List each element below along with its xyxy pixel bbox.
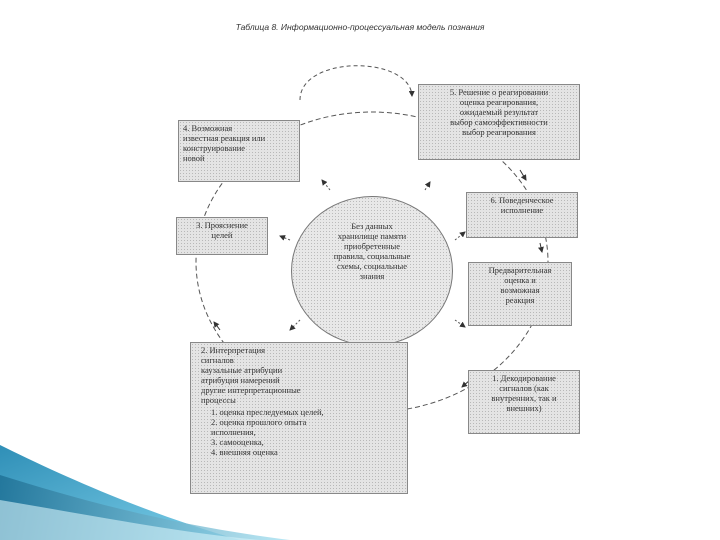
link-center-5 bbox=[280, 236, 290, 240]
preliminary-assessment-box bbox=[468, 262, 572, 326]
slide-corner-decoration bbox=[0, 445, 300, 540]
link-center-4 bbox=[455, 320, 465, 327]
box-line: 5. Решение о реагировании bbox=[449, 87, 549, 97]
box-line: процессы bbox=[201, 395, 236, 405]
list-item: 1. оценка преследуемых целей, bbox=[211, 407, 324, 417]
box-line: 6. Поведенческое bbox=[490, 195, 554, 205]
cycle-arrow-2 bbox=[540, 243, 542, 252]
box-line: возможная bbox=[500, 285, 540, 295]
box-line: целей bbox=[211, 230, 233, 240]
step-6-box bbox=[466, 192, 578, 238]
center-line: приобретенные bbox=[343, 241, 400, 251]
box-line: оценка реагирования, bbox=[459, 97, 539, 107]
box-line: внешних) bbox=[506, 403, 542, 413]
list-item: 3. самооценка, bbox=[211, 437, 264, 447]
diagram-title: Таблица 8. Информационно-процессуальная модель познания bbox=[235, 22, 485, 32]
box-line: Предварительная bbox=[488, 265, 552, 275]
box-line: сигналов bbox=[201, 355, 234, 365]
step-3-box bbox=[176, 217, 268, 255]
step-5-box bbox=[418, 84, 580, 160]
list-item: 2. оценка прошлого опыта bbox=[211, 417, 307, 427]
memory-store-node bbox=[291, 196, 453, 346]
center-line: хранилище памяти bbox=[337, 231, 407, 241]
center-line: знания bbox=[359, 271, 385, 281]
box-line: исполнение bbox=[500, 205, 544, 215]
box-line: выбор самоэффективности bbox=[450, 117, 548, 127]
link-center-6 bbox=[290, 320, 300, 330]
box-line: новой bbox=[183, 153, 205, 163]
box-line: конструирование bbox=[183, 143, 246, 153]
box-line: сигналов (как bbox=[499, 383, 549, 393]
cycle-arrow-1 bbox=[520, 170, 526, 180]
link-center-3 bbox=[455, 232, 465, 240]
list-item: исполнения, bbox=[211, 427, 256, 437]
box-line: каузальные атрибуции bbox=[201, 365, 283, 375]
center-line: Без данных bbox=[351, 221, 393, 231]
box-line: внутренних, так и bbox=[491, 393, 557, 403]
step-1-box bbox=[468, 370, 580, 434]
box-line: реакция bbox=[505, 295, 535, 305]
center-line: правила, социальные bbox=[333, 251, 411, 261]
box-line: 3. Прояснение bbox=[196, 220, 248, 230]
box-line: атрибуция намерений bbox=[201, 375, 280, 385]
box-line: 2. Интерпретация bbox=[201, 345, 266, 355]
box-line: другие интерпретационные bbox=[201, 385, 301, 395]
box-line: 4. Возможная bbox=[183, 123, 233, 133]
center-line: схемы, социальные bbox=[337, 261, 407, 271]
box-line: 1. Декодирование bbox=[492, 373, 556, 383]
link-center-1 bbox=[322, 180, 330, 190]
box-line: известная реакция или bbox=[183, 133, 266, 143]
box-line: оценка и bbox=[504, 275, 536, 285]
box-line: выбор реагирования bbox=[462, 127, 536, 137]
link-center-2 bbox=[425, 182, 430, 190]
box-line: ожидаемый результат bbox=[459, 107, 539, 117]
list-item: 4. внешняя оценка bbox=[211, 447, 278, 457]
feedback-loop-top bbox=[300, 66, 412, 100]
step-4-box bbox=[178, 120, 300, 182]
